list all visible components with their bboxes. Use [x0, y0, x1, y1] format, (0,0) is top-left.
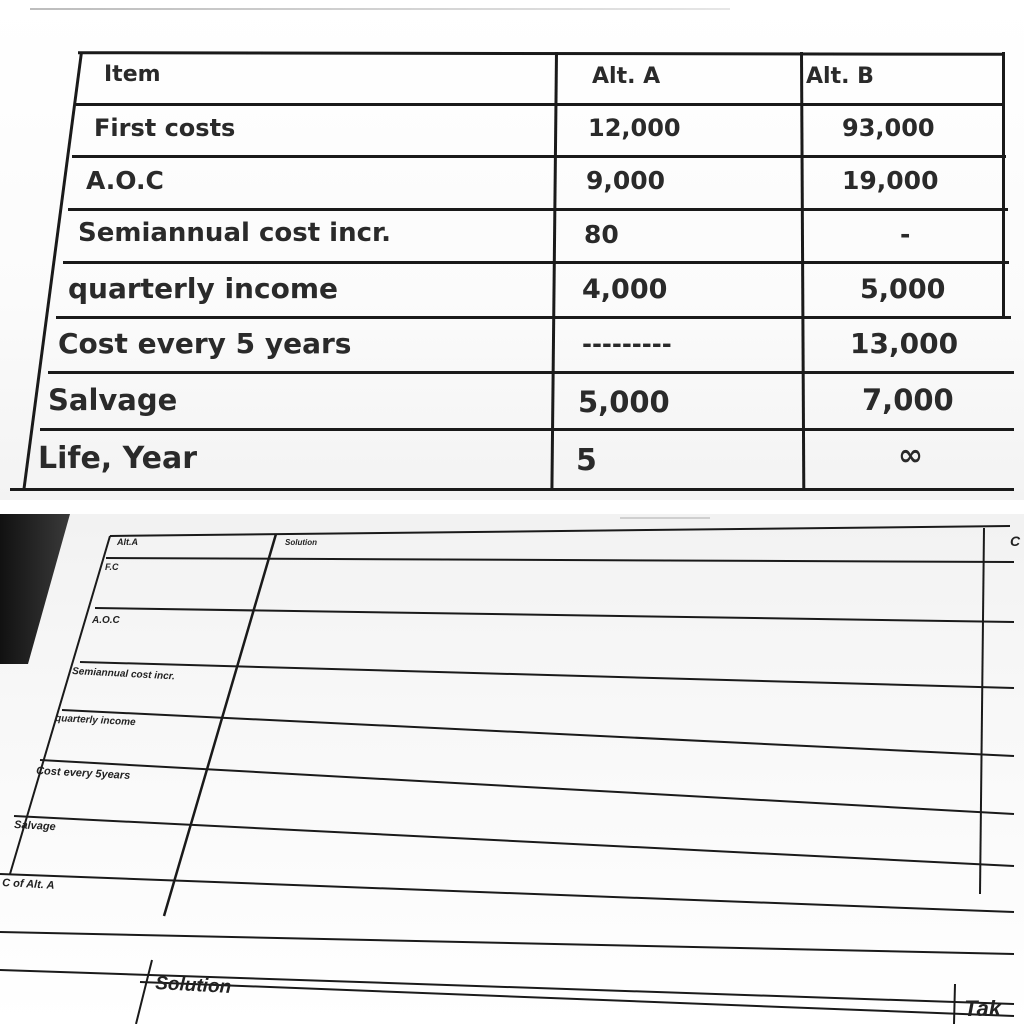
row-item: Semiannual cost incr. — [78, 218, 392, 248]
table-rule — [40, 428, 1014, 431]
row-label: Salvage — [13, 819, 57, 834]
solution-worksheet — [0, 514, 1024, 1024]
table-rule — [0, 970, 1014, 1004]
table-rule — [80, 662, 1014, 688]
table-rule — [40, 760, 1014, 814]
header-solution: Solution — [285, 538, 317, 547]
header-right-partial: C — [1010, 533, 1021, 549]
cost-table — [0, 0, 1024, 500]
column-divider — [954, 984, 955, 1024]
table-rule — [76, 103, 1004, 106]
row-label: quarterly income — [54, 713, 136, 729]
row-value-b: 7,000 — [862, 383, 954, 417]
table-border-top — [78, 51, 1004, 56]
table-border-left — [22, 52, 83, 490]
table-rule — [48, 371, 1014, 374]
row-value-b: ∞ — [898, 438, 923, 473]
table-rule — [0, 874, 1014, 912]
top-photo — [0, 0, 1024, 500]
row-label: Semiannual cost incr. — [71, 666, 176, 683]
column-divider — [164, 534, 276, 916]
lower-right-partial: Tak — [964, 996, 1002, 1021]
row-value-a: 5 — [576, 443, 597, 478]
column-divider — [980, 528, 984, 894]
row-value-a: 9,000 — [586, 166, 666, 195]
row-item: Salvage — [48, 383, 178, 417]
row-label: F.C — [105, 562, 119, 572]
row-item: Life, Year — [38, 441, 197, 476]
row-item: First costs — [94, 114, 236, 142]
table-rule — [106, 558, 1014, 562]
row-value-a: 4,000 — [582, 274, 668, 305]
row-label: C of Alt. A — [1, 877, 55, 892]
table-rule — [68, 208, 1008, 211]
table-rule — [72, 155, 1006, 158]
row-value-a: 12,000 — [588, 114, 681, 142]
collage-divider — [0, 500, 1024, 514]
column-divider — [136, 960, 152, 1024]
row-value-a: --------- — [582, 330, 672, 358]
table-rule — [14, 816, 1014, 866]
bottom-photo — [0, 514, 1024, 1024]
table-rule — [110, 526, 1010, 536]
table-rule — [63, 261, 1009, 264]
row-value-b: - — [900, 220, 911, 249]
column-divider-a — [550, 52, 558, 490]
table-border-bottom — [10, 488, 1014, 491]
row-label: Cost every 5years — [35, 765, 131, 782]
row-value-a: 80 — [584, 220, 619, 249]
table-rule — [95, 608, 1014, 622]
row-item: A.O.C — [86, 166, 164, 195]
table-rule — [62, 710, 1014, 756]
row-item: Cost every 5 years — [58, 327, 352, 360]
row-value-b: 13,000 — [850, 327, 959, 360]
row-label: A.O.C — [92, 615, 120, 626]
header-alt-a: Alt. A — [592, 64, 661, 89]
row-value-a: 5,000 — [578, 385, 670, 419]
column-divider-b — [800, 52, 805, 490]
table-rule — [0, 932, 1014, 954]
table-border-right — [1002, 52, 1005, 316]
row-value-b: 19,000 — [842, 166, 939, 195]
row-item: quarterly income — [68, 272, 338, 305]
header-item: Alt.A — [117, 537, 138, 547]
row-value-b: 5,000 — [860, 274, 946, 305]
lower-solution-label: Solution — [154, 973, 232, 998]
row-value-b: 93,000 — [842, 114, 935, 142]
header-item: Item — [104, 62, 161, 87]
table-rule — [56, 316, 1011, 319]
header-alt-b: Alt. B — [806, 64, 874, 89]
